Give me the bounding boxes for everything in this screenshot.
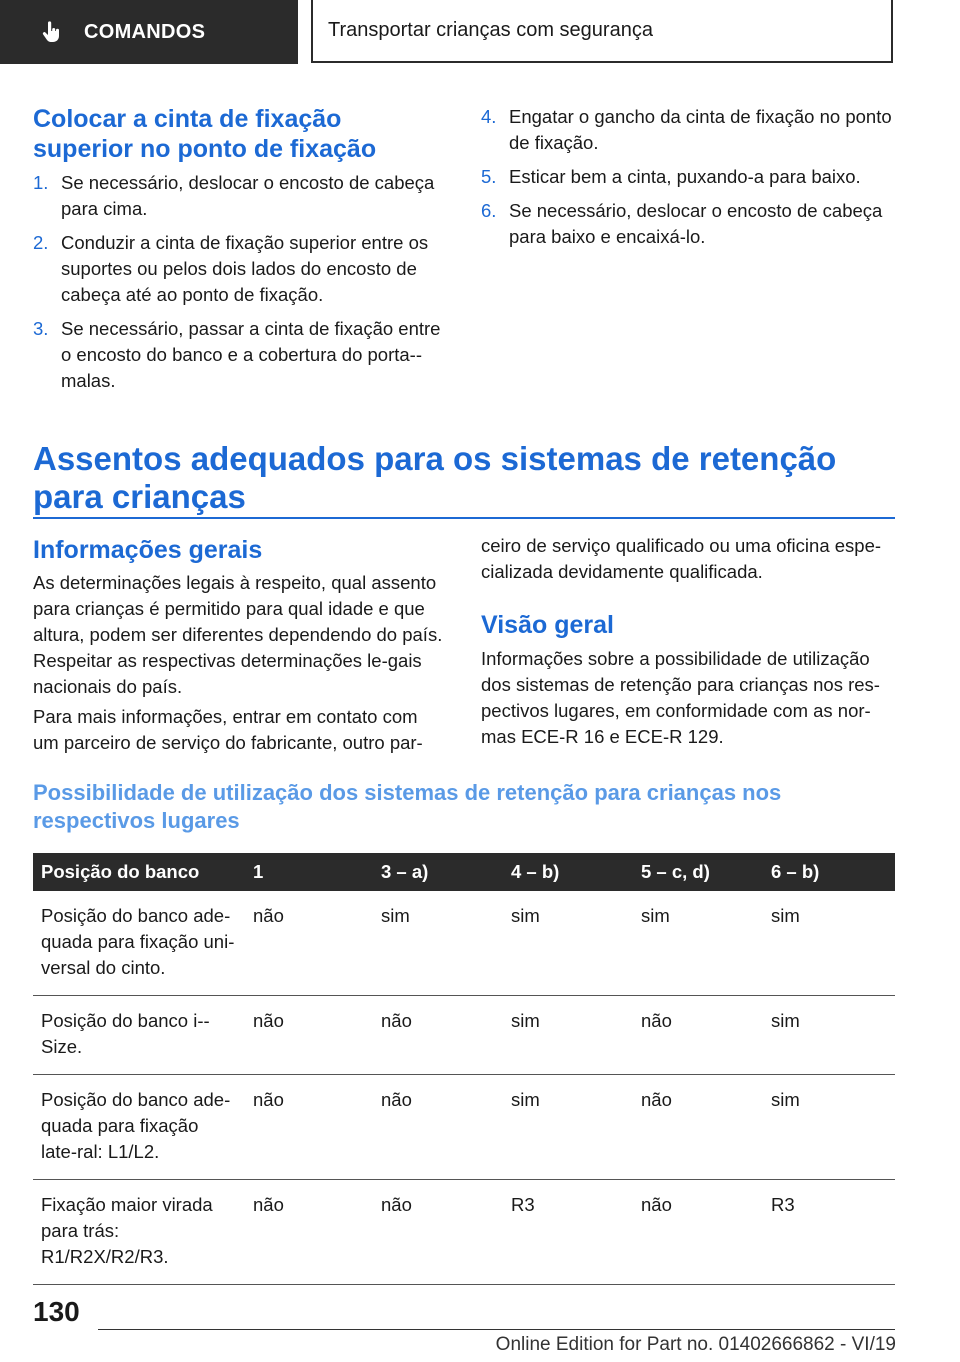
step-text: Se necessário, deslocar o encosto de cabeça para cima. xyxy=(61,172,435,219)
table-header-row xyxy=(33,853,895,891)
step-item xyxy=(481,104,895,156)
footer-divider xyxy=(98,1329,895,1330)
column-header: 3 – a) xyxy=(373,853,503,891)
column-header: 4 – b) xyxy=(503,853,633,891)
overview-paragraph: Informações sobre a possibilidade de utilização dos sistemas de retenção para crianças nos res-pectivos lugares, em conformidade com as nor-mas ECE-R 16 e ECE-R 129. xyxy=(481,648,880,747)
step-item xyxy=(33,316,448,394)
table-cell: sim xyxy=(633,891,763,996)
table-cell: Fixação maior virada para trás: R1/R2X/R2/R3. xyxy=(33,1180,245,1285)
step-number: 6. xyxy=(481,200,497,221)
chapter-title-text: Transportar crianças com segurança xyxy=(328,19,653,41)
table-cell: R3 xyxy=(503,1180,633,1285)
section-tab xyxy=(0,0,298,64)
step-text: Engatar o gancho da cinta de fixação no ponto de fixação. xyxy=(509,106,892,153)
general-info-paragraph-1: As determinações legais à respeito, qual assento para crianças é permitido para qual idade e que altura, podem ser diferentes dependendo do país. Respeitar as respectivas determinações le-gais nacionais do país. xyxy=(33,572,443,697)
column-header: 1 xyxy=(245,853,373,891)
general-info-paragraph-2: Para mais informações, entrar em contato com um parceiro de serviço do fabricante, outro par- xyxy=(33,706,423,753)
step-text: Se necessário, passar a cinta de fixação entre o encosto do banco e a cobertura do porta--malas. xyxy=(61,318,441,391)
heading-divider xyxy=(33,517,895,519)
table-cell: sim xyxy=(763,996,895,1075)
table-cell: sim xyxy=(763,1075,895,1180)
tether-steps-list-continued xyxy=(481,104,895,258)
step-number: 1. xyxy=(33,172,49,193)
step-item xyxy=(481,164,895,190)
step-number: 5. xyxy=(481,166,497,187)
general-info-heading: Informações gerais xyxy=(33,536,263,564)
column-header: 6 – b) xyxy=(763,853,895,891)
table-cell: Posição do banco i--Size. xyxy=(33,996,245,1075)
tether-steps-list xyxy=(33,170,448,402)
step-number: 2. xyxy=(33,232,49,253)
step-text: Se necessário, deslocar o encosto de cabeça para baixo e encaixá-lo. xyxy=(509,200,883,247)
seat-suitability-table xyxy=(33,853,895,1285)
main-heading: Assentos adequados para os sistemas de retenção para crianças xyxy=(33,440,837,515)
table-row xyxy=(33,1180,895,1285)
table-cell: não xyxy=(245,1075,373,1180)
table-row xyxy=(33,1075,895,1180)
table-cell: sim xyxy=(373,891,503,996)
table-row xyxy=(33,891,895,996)
step-number: 4. xyxy=(481,106,497,127)
table-cell: não xyxy=(245,891,373,996)
column-header: Posição do banco xyxy=(33,853,245,891)
general-info-paragraph-2-continued: ceiro de serviço qualificado ou uma oficina espe-cializada devidamente qualificada. xyxy=(481,535,882,582)
chapter-title xyxy=(311,0,893,63)
tether-section-heading: Colocar a cinta de fixação superior no ponto de fixação xyxy=(33,105,377,163)
table-cell: não xyxy=(633,996,763,1075)
table-cell: sim xyxy=(503,996,633,1075)
table-title: Possibilidade de utilização dos sistemas de retenção para crianças nos respectivos lugares xyxy=(33,780,782,833)
table-cell: não xyxy=(633,1180,763,1285)
table-cell: não xyxy=(373,996,503,1075)
step-item xyxy=(33,230,448,308)
table-cell: Posição do banco ade-quada para fixação late-ral: L1/L2. xyxy=(33,1075,245,1180)
page-number: 130 xyxy=(33,1296,80,1327)
table-cell: sim xyxy=(763,891,895,996)
table-cell: sim xyxy=(503,891,633,996)
section-title: COMANDOS xyxy=(84,20,206,43)
column-header: 5 – c, d) xyxy=(633,853,763,891)
table-cell: Posição do banco ade-quada para fixação uni-versal do cinto. xyxy=(33,891,245,996)
table-cell: R3 xyxy=(763,1180,895,1285)
table-cell: não xyxy=(373,1180,503,1285)
overview-heading: Visão geral xyxy=(481,611,614,639)
pointing-hand-icon xyxy=(40,20,64,44)
table-cell: não xyxy=(633,1075,763,1180)
table-cell: não xyxy=(373,1075,503,1180)
edition-footer: Online Edition for Part no. 01402666862 - VI/19 xyxy=(495,1334,896,1355)
step-text: Esticar bem a cinta, puxando-a para baixo. xyxy=(509,166,861,187)
step-number: 3. xyxy=(33,318,49,339)
table-cell: não xyxy=(245,996,373,1075)
table-row xyxy=(33,996,895,1075)
step-text: Conduzir a cinta de fixação superior entre os suportes ou pelos dois lados do encosto de cabeça até ao ponto de fixação. xyxy=(61,232,429,305)
table-cell: sim xyxy=(503,1075,633,1180)
step-item xyxy=(33,170,448,222)
table-cell: não xyxy=(245,1180,373,1285)
step-item xyxy=(481,198,895,250)
